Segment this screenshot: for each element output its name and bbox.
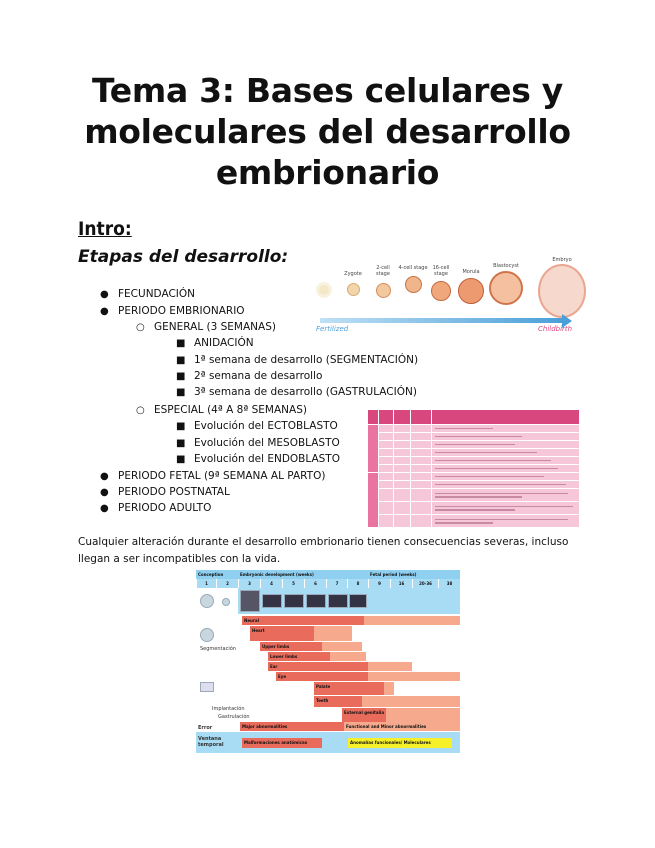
embryo-thumbnail — [262, 594, 282, 608]
embryo-development-figure — [312, 255, 592, 335]
list-item-label: 3ª semana de desarrollo (GASTRULACIÓN) — [194, 386, 417, 398]
list-item-label: ANIDACIÓN — [194, 337, 254, 349]
week-label: 16 — [390, 579, 412, 588]
chart-bar-eye-minor — [368, 672, 460, 681]
list-item-label: ESPECIAL (4ª A 8ª SEMANAS) — [154, 404, 307, 416]
bullet-icon: ■ — [176, 338, 186, 349]
week-label: 1 — [196, 579, 216, 588]
table-row — [368, 425, 580, 433]
functional-abnormalities-bar: Functional and Minor abnormalities — [344, 722, 460, 731]
chart-header-conception: Conception — [196, 570, 238, 579]
list-item — [100, 502, 212, 515]
segmentation-label: Segmentación — [200, 646, 236, 652]
chart-bar-palate: Palate — [314, 682, 384, 695]
list-item — [176, 386, 417, 399]
chart-bar-heart-minor — [314, 626, 352, 641]
morula-stage: Morula — [456, 269, 486, 304]
chart-bar-neural: Neural — [242, 616, 364, 625]
list-item — [176, 354, 419, 367]
chart-bar-lower-limbs: Lower limbs — [268, 652, 330, 661]
bullet-icon: ● — [100, 306, 109, 317]
bullet-icon: ● — [100, 471, 109, 482]
list-item-label: PERIODO POSTNATAL — [118, 486, 230, 498]
list-item-label: Evolución del ECTOBLASTO — [194, 420, 338, 432]
chart-bar-upper-limbs-minor — [322, 642, 362, 651]
list-item-label: GENERAL (3 SEMANAS) — [154, 321, 276, 333]
week-label: 2 — [216, 579, 238, 588]
chart-bar-neural-minor — [364, 616, 460, 625]
table-row — [368, 433, 580, 441]
bullet-icon: ■ — [176, 421, 186, 432]
chart-bar-upper-limbs: Upper limbs — [260, 642, 322, 651]
table-row — [368, 457, 580, 465]
embryo-thumbnail — [349, 594, 367, 608]
list-item-label: Evolución del ENDOBLASTO — [194, 453, 340, 465]
gastrulation-label: Gastrulación — [218, 714, 250, 720]
list-item-label: 1ª semana de desarrollo (SEGMENTACIÓN) — [194, 354, 419, 366]
list-item — [176, 420, 338, 433]
chart-header-embryonic: Embryonic development (weeks) — [238, 570, 368, 579]
table-header-row — [368, 410, 580, 425]
list-item — [100, 470, 326, 483]
week-label: 4 — [260, 579, 282, 588]
embryo-thumbnail — [284, 594, 304, 608]
timeline-arrow — [320, 318, 564, 323]
table-row — [368, 465, 580, 473]
bullet-icon: ■ — [176, 438, 186, 449]
table-row — [368, 489, 580, 502]
four-cell-stage: 4-cell stage — [398, 265, 428, 293]
week-label: 6 — [304, 579, 326, 588]
blastocyst-stage: Blastocyst — [488, 263, 524, 305]
list-item — [100, 486, 230, 499]
temporal-window-label: Ventana temporal — [198, 736, 224, 748]
week-label: 8 — [347, 579, 368, 588]
week-label: 3 — [238, 579, 260, 588]
week-label: 38 — [438, 579, 460, 588]
chart-bar-palate-minor — [384, 682, 394, 695]
two-cell-stage: 2-cell stage — [370, 265, 396, 298]
malformaciones-box: Malformaciones anatómicas — [242, 738, 322, 748]
table-row — [368, 502, 580, 515]
sixteen-cell-stage: 16-cell stage — [426, 265, 456, 301]
embryo-thumbnail — [200, 682, 214, 692]
week-label: 5 — [282, 579, 304, 588]
blastocyst-thumbnail — [200, 628, 214, 642]
list-item — [136, 404, 307, 417]
list-item-label: PERIODO EMBRIONARIO — [118, 305, 245, 317]
list-item-label: PERIODO ADULTO — [118, 502, 212, 514]
bullet-icon: ■ — [176, 387, 186, 398]
title-line-2: moleculares del desarrollo — [84, 112, 571, 151]
table-row — [368, 473, 580, 481]
chart-bar-external-genitalia: External genitalia — [342, 708, 386, 722]
list-item — [176, 337, 254, 350]
intro-heading: Intro: — [78, 218, 132, 240]
week-label: 20-36 — [412, 579, 438, 588]
embryo-thumbnail — [222, 598, 230, 606]
childbirth-label: Childbirth — [538, 325, 573, 333]
stages-heading: Etapas del desarrollo: — [78, 247, 289, 267]
list-item — [136, 321, 276, 334]
title-line-3: embrionario — [215, 153, 440, 192]
list-item — [100, 305, 245, 318]
list-item — [176, 437, 340, 450]
embryo-thumbnail — [306, 594, 326, 608]
week-label: 7 — [326, 579, 347, 588]
embryo-thumbnail — [328, 594, 348, 608]
chart-bar-teeth: Teeth — [314, 696, 362, 707]
embryo-stage: Embryo — [534, 257, 590, 318]
title-line-1: Tema 3: Bases celulares y — [91, 71, 563, 110]
page-title — [60, 70, 595, 193]
week-label: 9 — [368, 579, 390, 588]
body-paragraph: Cualquier alteración durante el desarrollo embrionario tienen consecuencias severas, incluso llegan a ser incompatibles con la vida. — [78, 536, 569, 565]
error-label: Error — [198, 725, 213, 731]
list-item-label: 2ª semana de desarrollo — [194, 370, 323, 382]
embryo-thumbnail — [200, 594, 214, 608]
embryo-thumbnail — [240, 590, 260, 612]
bullet-icon: ● — [100, 289, 109, 300]
list-item — [176, 453, 340, 466]
chart-bar-external-genitalia-minor — [386, 708, 460, 722]
chart-bar-eye: Eye — [276, 672, 368, 681]
chart-bar-heart: Heart — [250, 626, 314, 641]
chart-header-fetal: Fetal period (weeks) — [368, 570, 460, 579]
bullet-icon: ● — [100, 487, 109, 498]
bullet-icon: ○ — [136, 322, 145, 333]
list-item — [176, 370, 323, 383]
table-row — [368, 449, 580, 457]
table-row — [368, 481, 580, 489]
sperm-icon — [312, 277, 336, 295]
embryology-weeks-table — [367, 409, 580, 528]
chart-bar-lower-limbs-minor — [330, 652, 366, 661]
implantation-label: Implantación — [212, 706, 245, 712]
table-row — [368, 515, 580, 528]
bullet-icon: ● — [100, 503, 109, 514]
bullet-icon: ■ — [176, 371, 186, 382]
list-item — [100, 288, 195, 301]
list-item-label: Evolución del MESOBLASTO — [194, 437, 340, 449]
critical-periods-chart — [196, 570, 460, 753]
chart-bar-ear: Ear — [268, 662, 368, 671]
bullet-icon: ■ — [176, 355, 186, 366]
table-row — [368, 441, 580, 449]
zygote-stage: Zygote — [338, 271, 368, 296]
list-item-label: PERIODO FETAL (9ª SEMANA AL PARTO) — [118, 470, 326, 482]
list-item-label: FECUNDACIÓN — [118, 288, 195, 300]
chart-bar-teeth-minor — [362, 696, 460, 707]
chart-bar-ear-minor — [368, 662, 412, 671]
anomalias-box: Anomalías funcionales/ Moleculares — [348, 738, 452, 748]
major-abnormalities-bar: Major abnormalities — [240, 722, 344, 731]
fertilized-label: Fertilized — [316, 325, 349, 333]
bullet-icon: ○ — [136, 405, 145, 416]
bullet-icon: ■ — [176, 454, 186, 465]
